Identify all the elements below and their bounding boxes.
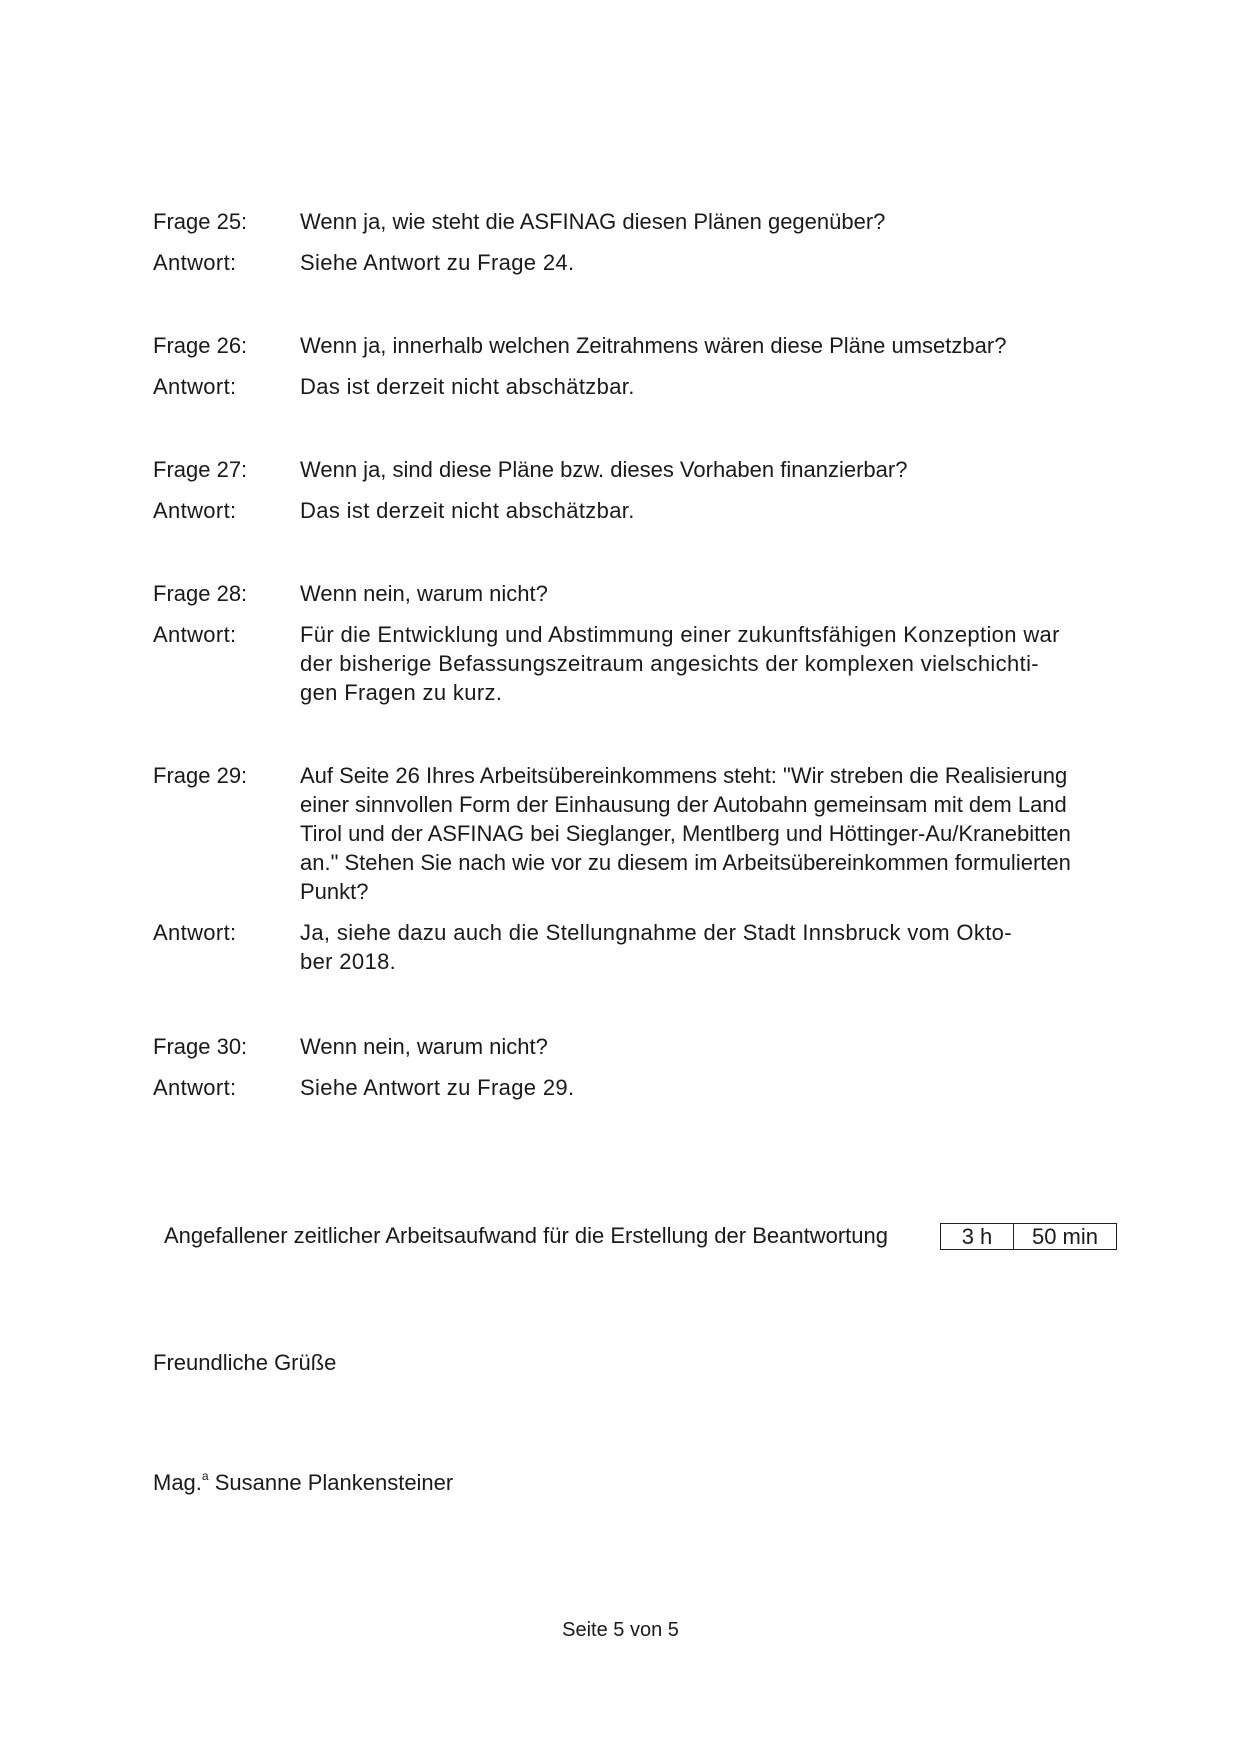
question-text: Wenn ja, wie steht die ASFINAG diesen Plänen gegenüber? (300, 209, 886, 234)
question-line: Tirol und der ASFINAG bei Sieglanger, Mentlberg und Höttinger-Au/Kranebitten (300, 821, 1071, 846)
answer-text: Das ist derzeit nicht abschätzbar. (300, 498, 635, 523)
answer-label: Antwort: (153, 498, 237, 523)
question-label: Frage 26: (153, 333, 248, 358)
effort-minutes: 50 min (1031, 1224, 1099, 1249)
answer-text: Siehe Antwort zu Frage 29. (300, 1075, 575, 1100)
question-row (153, 455, 1143, 484)
answer-line: gen Fragen zu kurz. (300, 680, 503, 705)
effort-summary (164, 1221, 1124, 1251)
question-line: Punkt? (300, 879, 369, 904)
signature-title-superscript: a (201, 1469, 209, 1483)
answer-text (300, 620, 1143, 707)
question-label: Frage 30: (153, 1034, 248, 1059)
question-row (153, 1032, 1143, 1061)
signature-name: Susanne Plankensteiner (214, 1470, 454, 1495)
answer-line: ber 2018. (300, 949, 397, 974)
qa-item-30 (153, 1032, 1143, 1102)
qa-item-27 (153, 455, 1143, 525)
question-row (153, 331, 1143, 360)
question-text: Wenn nein, warum nicht? (300, 1034, 548, 1059)
answer-text: Siehe Antwort zu Frage 24. (300, 250, 575, 275)
answer-label: Antwort: (153, 250, 237, 275)
answer-line: Ja, siehe dazu auch die Stellungnahme der Stadt Innsbruck vom Okto- (300, 920, 1012, 945)
question-label: Frage 29: (153, 763, 248, 788)
answer-row (153, 1073, 1143, 1102)
closing-greeting: Freundliche Grüße (153, 1350, 337, 1375)
answer-label: Antwort: (153, 374, 237, 399)
answer-label: Antwort: (153, 920, 237, 945)
effort-hours: 3 h (941, 1224, 1014, 1249)
qa-item-25 (153, 207, 1143, 277)
effort-label: Angefallener zeitlicher Arbeitsaufwand für die Erstellung der Beantwortung (164, 1223, 888, 1248)
answer-row (153, 372, 1143, 401)
signature-title: Mag. (153, 1470, 202, 1495)
question-text: Wenn ja, sind diese Pläne bzw. dieses Vorhaben finanzierbar? (300, 457, 908, 482)
question-label: Frage 27: (153, 457, 248, 482)
question-row (153, 579, 1143, 608)
question-row (153, 207, 1143, 236)
answer-row (153, 620, 1143, 707)
question-label: Frage 28: (153, 581, 248, 606)
answer-row (153, 496, 1143, 525)
answer-row (153, 248, 1143, 277)
question-text: Wenn nein, warum nicht? (300, 581, 548, 606)
question-text (300, 761, 1143, 906)
page-number: Seite 5 von 5 (562, 1619, 679, 1641)
qa-item-26 (153, 331, 1143, 401)
qa-item-29 (153, 761, 1143, 976)
answer-line: der bisherige Befassungszeitraum angesichts der komplexen vielschichti- (300, 651, 1039, 676)
question-text: Wenn ja, innerhalb welchen Zeitrahmens wären diese Pläne umsetzbar? (300, 333, 1007, 358)
answer-label: Antwort: (153, 1075, 237, 1100)
answer-line: Für die Entwicklung und Abstimmung einer zukunftsfähigen Konzeption war (300, 622, 1060, 647)
question-line: an." Stehen Sie nach wie vor zu diesem im Arbeitsübereinkommen formulierten (300, 850, 1071, 875)
qa-item-28 (153, 579, 1143, 707)
answer-text: Das ist derzeit nicht abschätzbar. (300, 374, 635, 399)
question-line: einer sinnvollen Form der Einhausung der Autobahn gemeinsam mit dem Land (300, 792, 1067, 817)
signature (153, 1461, 453, 1498)
question-line: Auf Seite 26 Ihres Arbeitsübereinkommens steht: "Wir streben die Realisierung (300, 763, 1068, 788)
effort-table (940, 1223, 1117, 1250)
answer-text (300, 918, 1143, 976)
question-row (153, 761, 1143, 906)
answer-label: Antwort: (153, 622, 237, 647)
answer-row (153, 918, 1143, 976)
question-label: Frage 25: (153, 209, 248, 234)
